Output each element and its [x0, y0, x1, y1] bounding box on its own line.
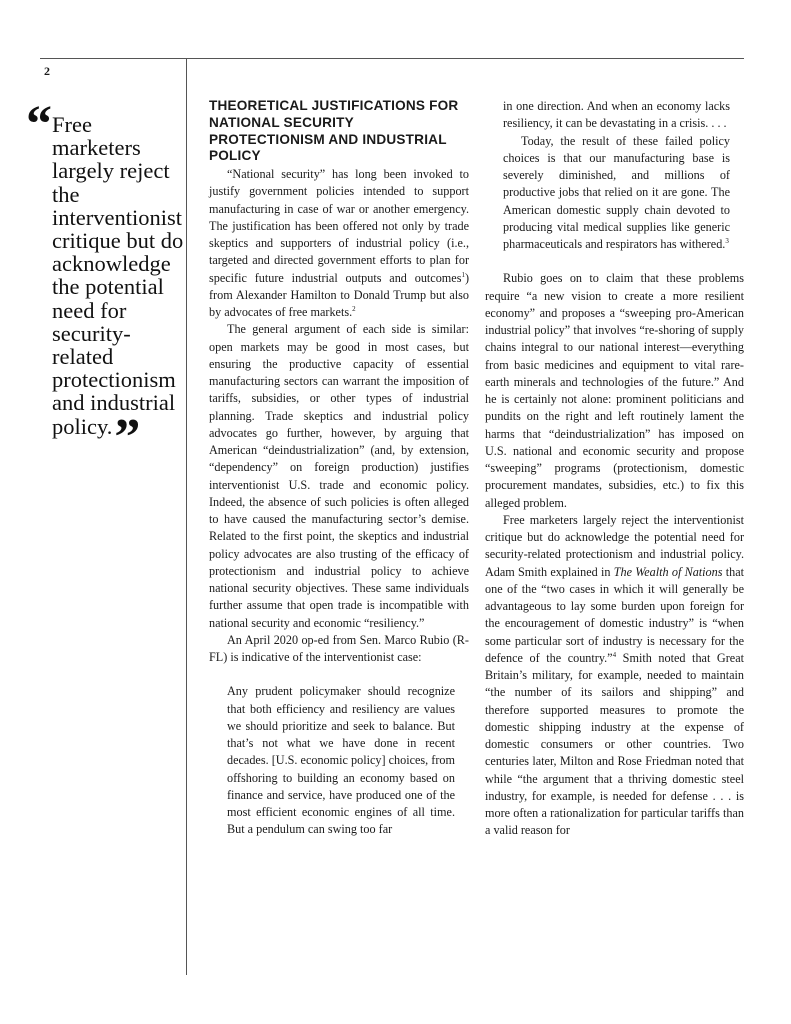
- footnote-ref-1: 1: [461, 270, 465, 279]
- open-quote-mark: “: [26, 96, 48, 153]
- block-quote-continuation: in one direction. And when an economy lacks resiliency, it can be devastating in a crisis. . . .: [503, 99, 730, 131]
- paragraph-2: The general argument of each side is similar: open markets may be good in most cases, but ensuring the productive capacity of essential manufacturing sectors can warrant the imposition of tariffs, subsidies, or other types of industrial planning. Trade skeptics and industrial policy advocates go further, however, by arguing that American “deindustrialization” (and, by extension, “dependency” on foreign production) justifies interventionist U.S. trade and economic policy. Indeed, the absence of such policies is often alleged to have caused the manufacturing sector’s demise. Related to the first point, the skeptics and industrial policy advocates are also trusting of the efficacy of protectionism and industrial policy to achieve national security objectives. These same individuals further assume that open trade is incompatible with national security and economic “resiliency.”: [209, 322, 469, 630]
- close-quote-mark: ”: [114, 408, 137, 466]
- footnote-ref-2: 2: [352, 305, 356, 314]
- footnote-ref-4: 4: [612, 650, 617, 659]
- footnote-ref-3: 3: [725, 236, 729, 245]
- paragraph-5: Free marketers largely reject the interventionist critique but do acknowledge the potential need for security-related protectionism and industrial policy. Adam Smith explained in The Wealth of Nations that one of the “two cases in which it will generally be advantageous to lay some burden upon foreign for the encouragement of domestic industry” is “when some particular sort of industry is necessary for the defence of the country.”$^4$ Smith noted that Great Britain’s military, for example, needed to maintain “the number of its sailors and shipping” and therefore supported measures to promote the domestic shipping industry at the expense of domestic consumers or other countries. Two centuries later, Milton and Rose Friedman noted that while “the argument that a thriving domestic steel industry, for example, is needed for defense . . . is more often a rationalization for particular tariffs than a valid reason for: [485, 512, 745, 838]
- block-quote: [209, 683, 469, 838]
- block-quote-paragraph-2: Today, the result of these failed policy choices is that our manufacturing base is severely diminished, and millions of productive jobs that relied on it are gone. The American domestic supply chain devoted to producing vital medical supplies like generic pharmaceuticals and respirators has withered.$^3$: [503, 133, 730, 251]
- block-quote-continued: [485, 98, 744, 253]
- top-rule: [40, 58, 744, 59]
- block-quote-paragraph-1: Any prudent policymaker should recognize that both efficiency and resiliency are values we should prioritize and seek to balance. But that’s not what we have done in recent decades. [U.S. economic policy] choices, from offshoring to building an economy based on finance and service, have produced one of the most efficient economic engines of all time. But a pendulum can swing too far: [227, 684, 455, 837]
- text-column-right: [485, 98, 744, 840]
- paragraph-3: An April 2020 op-ed from Sen. Marco Rubio (R-FL) is indicative of the interventionist case:: [209, 632, 469, 665]
- paragraph-1: “National security” has long been invoked to justify government policies intended to support manufacturing in case of war or another emergency. The justification has been offered not only by trade skeptics and supporters of industrial policy (i.e., targeted and directed government efforts to plan for specific future industrial outputs and outcomes$^1$) from Alexander Hamilton to Donald Trump but also by advocates of free markets.$^2$: [209, 167, 469, 320]
- pull-quote-text: Free marketers largely reject the interventionist critique but do acknowledge the potential need for security-related protectionism and industrial policy.: [52, 112, 184, 439]
- section-heading: THEORETICAL JUSTIFICATIONS FOR NATIONAL SECURITY PROTECTIONISM AND INDUSTRIAL POLICY: [209, 98, 459, 164]
- pull-quote: [26, 96, 186, 466]
- text-column-left: [209, 98, 469, 839]
- page-number: 2: [44, 64, 50, 78]
- paragraph-4: Rubio goes on to claim that these problems require “a new vision to create a more resilient economy” and proposes a “sweeping pro-American industrial policy” that involves “re-shoring of supply chains integral to our national interest—everything from basic medicines and equipment to vital rare-earth minerals and technologies of the future.” And he is certainly not alone: prominent politicians and pundits on the right and left routinely lament the harms that “deindustrialization” has imposed on U.S. national and economic security and propose “sweeping” programs (protectionism, domestic procurement mandates, subsidies, etc.) to fix this alleged problem.: [485, 271, 744, 510]
- book-title: The Wealth of Nations: [613, 564, 723, 579]
- column-divider: [186, 58, 187, 975]
